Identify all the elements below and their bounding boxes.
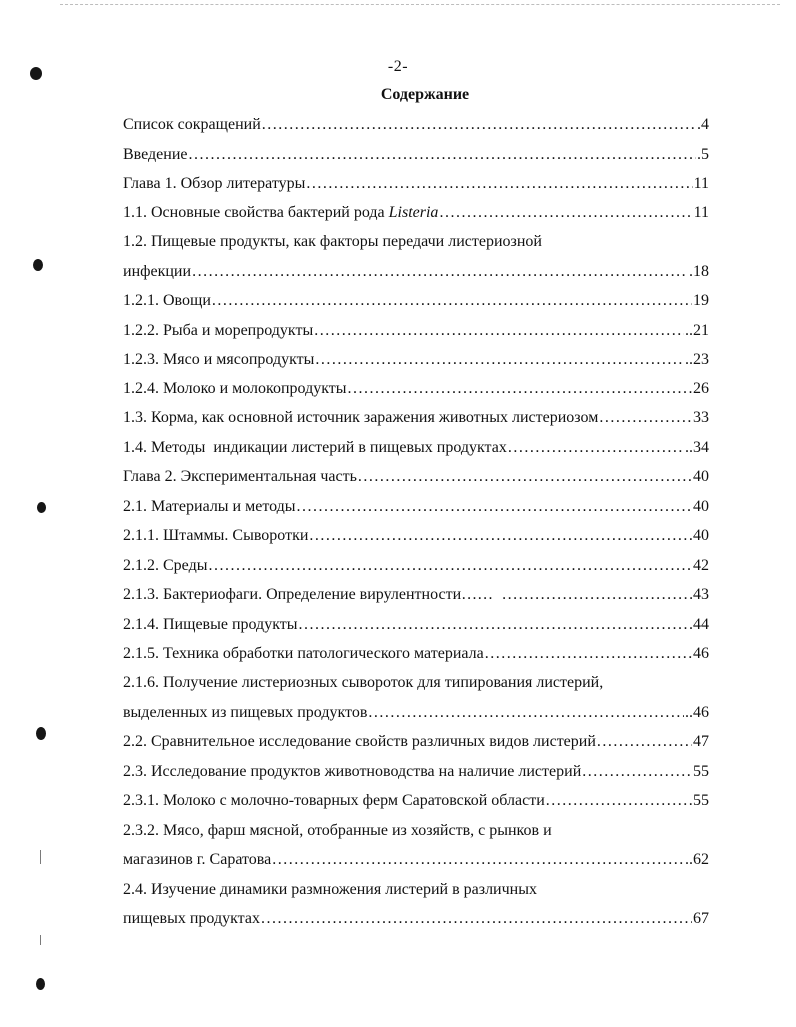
toc-leader-dots — [546, 791, 692, 811]
toc-entry-page: 40 — [693, 468, 709, 485]
toc-leader-dots — [358, 467, 692, 487]
punch-hole-mark — [37, 502, 46, 513]
toc-entry-page: ..62 — [685, 851, 709, 868]
toc-entry-page: 26 — [693, 380, 709, 397]
toc-entry-text: 1.1. Основные свойства бактерий рода — [123, 204, 389, 221]
toc-leader-dots — [208, 556, 692, 576]
toc-entry-italic: Listeria — [388, 204, 439, 221]
toc-leader-dots — [502, 585, 692, 605]
toc-entry-text: 1.4. Методы индикации листерий в пищевых продуктах — [123, 439, 507, 456]
toc-entry — [123, 350, 709, 370]
toc-leader-dots — [485, 644, 692, 664]
scan-margin-tick — [40, 850, 41, 864]
toc-entry — [123, 556, 709, 576]
toc-leader-dots — [315, 350, 684, 370]
toc-entry-text: 2.1.1. Штаммы. Сыворотки — [123, 527, 309, 544]
toc-leader-dots — [192, 262, 688, 282]
toc-entry-text: 2.2. Сравнительное исследование свойств различных видов листерий — [123, 733, 596, 750]
toc-entry — [123, 585, 709, 605]
toc-leader-dots — [439, 203, 692, 223]
toc-entry-page: 19 — [693, 292, 709, 309]
toc-leader-dots — [189, 145, 697, 165]
toc-entry — [123, 762, 709, 782]
toc-leader-dots — [582, 762, 692, 782]
toc-leader-dots — [212, 291, 692, 311]
toc-entry-page: 55 — [693, 763, 709, 780]
toc-entry — [123, 438, 709, 458]
toc-entry-page: 11 — [693, 175, 709, 192]
toc-entry-text: 2.3. Исследование продуктов животноводства на наличие листерий — [123, 763, 582, 780]
toc-entry — [123, 321, 709, 341]
page-number: -2- — [387, 58, 409, 75]
toc-entry-first-line: 2.4. Изучение динамики размножения листерий в различных — [123, 881, 537, 898]
toc-entry-first-line: 2.3.2. Мясо, фарш мясной, отобранные из хозяйств, с рынков и — [123, 822, 552, 839]
toc-entry-text: Список сокращений — [123, 116, 261, 133]
toc-leader-dots — [368, 703, 684, 723]
scan-margin-tick — [40, 935, 41, 945]
toc-entry — [123, 850, 709, 870]
toc-entry — [123, 145, 709, 165]
toc-entry — [123, 644, 709, 664]
toc-entry — [123, 497, 709, 517]
toc-entry — [123, 262, 709, 282]
toc-entry-text: 2.1. Материалы и методы — [123, 498, 296, 515]
toc-entry-page: 42 — [693, 557, 709, 574]
toc-entry-text: 2.1.4. Пищевые продукты — [123, 616, 298, 633]
toc-leader-dots — [297, 497, 692, 517]
toc-entry-page: 33 — [693, 409, 709, 426]
toc-entry — [123, 408, 709, 428]
toc-entry — [123, 379, 709, 399]
toc-entry — [123, 526, 709, 546]
toc-entry-text: пищевых продуктах — [123, 910, 260, 927]
toc-entry-text: Введение — [123, 146, 188, 163]
toc-entry — [123, 909, 709, 929]
toc-entry — [123, 291, 709, 311]
toc-entry-page: 11 — [693, 204, 709, 221]
toc-entry-page: .4 — [697, 116, 709, 133]
toc-entry-page: 55 — [693, 792, 709, 809]
toc-leader-dots — [597, 732, 692, 752]
toc-entry — [123, 115, 709, 135]
punch-hole-mark — [33, 259, 43, 271]
toc-leader-dots — [599, 408, 692, 428]
toc-entry-page: 40 — [693, 527, 709, 544]
toc-entry-text: 2.1.5. Техника обработки патологического материала — [123, 645, 484, 662]
toc-entry-page: .5 — [697, 146, 709, 163]
toc-entry-page: 40 — [693, 498, 709, 515]
toc-entry-text: 2.1.2. Среды — [123, 557, 208, 574]
toc-leader-dots — [348, 379, 692, 399]
toc-entry-text: магазинов г. Саратова — [123, 851, 272, 868]
toc-entry-page: ..34 — [685, 439, 709, 456]
toc-entry-text: 1.2.2. Рыба и морепродукты — [123, 322, 314, 339]
toc-entry-first-line: 1.2. Пищевые продукты, как факторы передачи листериозной — [123, 233, 542, 250]
toc-leader-dots — [272, 850, 684, 870]
toc-entry-text: 1.3. Корма, как основной источник заражения животных листериозом — [123, 409, 599, 426]
toc-leader-dots — [262, 115, 696, 135]
toc-leader-dots — [306, 174, 692, 194]
toc-entry — [123, 174, 709, 194]
toc-entry — [123, 615, 709, 635]
toc-entry-text: 1.2.4. Молоко и молокопродукты — [123, 380, 347, 397]
toc-entry-text: 1.2.1. Овощи — [123, 292, 211, 309]
toc-leader-dots — [309, 526, 692, 546]
toc-entry-text: Глава 2. Экспериментальная часть — [123, 468, 357, 485]
punch-hole-mark — [36, 727, 46, 740]
toc-entry — [123, 791, 709, 811]
toc-entry-text: 2.3.1. Молоко с молочно-товарных ферм Саратовской области — [123, 792, 545, 809]
toc-entry-text: 1.2.3. Мясо и мясопродукты — [123, 351, 315, 368]
toc-entry-page: 44 — [693, 616, 709, 633]
toc-entry-page: 67 — [693, 910, 709, 927]
toc-entry-page: .18 — [689, 263, 709, 280]
toc-leader-dots — [314, 321, 684, 341]
punch-hole-mark — [36, 978, 45, 990]
toc-entry-page: 47 — [693, 733, 709, 750]
toc-entry-page: ..21 — [685, 322, 709, 339]
toc-leader-dots — [508, 438, 684, 458]
toc-entry — [123, 467, 709, 487]
toc-entry-text: 2.1.3. Бактериофаги. Определение вирулентности…… — [123, 586, 502, 603]
toc-entry-text: инфекции — [123, 263, 192, 280]
toc-entry-first-line: 2.1.6. Получение листериозных сывороток для типирования листерий, — [123, 674, 604, 691]
toc-entry — [123, 732, 709, 752]
toc-leader-dots — [299, 615, 693, 635]
toc-entry-text: Глава 1. Обзор литературы — [123, 175, 306, 192]
toc-leader-dots — [261, 909, 692, 929]
toc-entry — [123, 203, 709, 223]
toc-entry — [123, 703, 709, 723]
scan-edge-line — [60, 4, 780, 5]
toc-entry-page: ..46 — [685, 704, 709, 721]
toc-entry-page: 43 — [693, 586, 709, 603]
toc-title: Содержание — [380, 86, 470, 103]
toc-entry-text: выделенных из пищевых продуктов — [123, 704, 368, 721]
toc-entry-page: 46 — [693, 645, 709, 662]
toc-entry-page: ..23 — [685, 351, 709, 368]
